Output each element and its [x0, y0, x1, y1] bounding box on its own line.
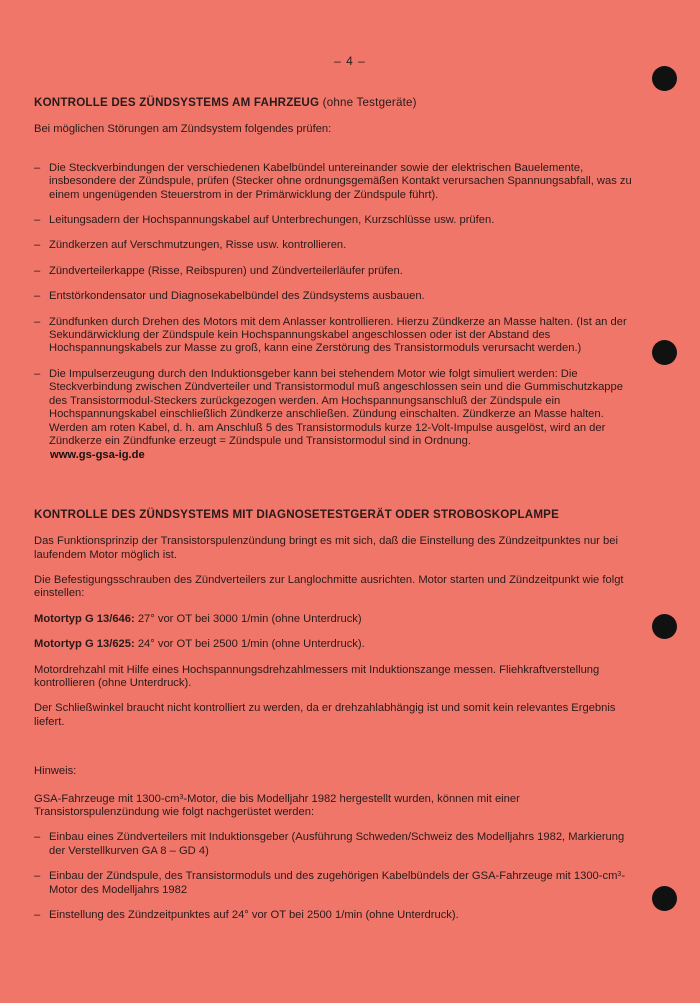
list-dash: –	[34, 315, 41, 328]
list-dash: –	[34, 239, 41, 252]
punch-hole-2	[652, 340, 677, 365]
list-item	[34, 368, 640, 448]
list-dash: –	[34, 870, 41, 883]
list-item-text: Die Steckverbindungen der verschiedenen Kabelbündel untereinander sowie der elektrischen Bauelemente, insbesondere der Zündspule, prüfen (Stecker ohne ordnungsgemäßen Kontakt verursachen Spannungsabfall, was zu einem ungenügenden Steuerstrom in der Primärwicklung der Zündspule führt).	[49, 161, 632, 201]
section1-heading	[34, 96, 640, 109]
section2-paragraph-4: Der Schließwinkel braucht nicht kontrolliert zu werden, da er drehzahlabhängig ist und somit kein relevantes Ergebnis liefert.	[34, 702, 616, 728]
punch-hole-4	[652, 886, 677, 911]
list-item	[34, 870, 640, 897]
list-item-text: Die Impulserzeugung durch den Induktionsgeber kann bei stehendem Motor wie folgt simuliert werden: Die Steckverbindung zwischen Zündverteiler und Transistormodul muß angeschlossen sein und die Gummischutzkappe des Transistormodul-Steckers zurückgezogen werden. Am Hochspannungsanschluß der Zündspule ein Hochspannungskabel einschließlich Zündkerze anschließen. Zündung einschalten. Zündkerze an Masse halten. Werden am roten Kabel, d. h. am Anschluß 5 des Transistormoduls kurze 12-Volt-Impulse ausgelöst, wird an der Zündkerze ein Zündfunke erzeugt = Zündspule und Transistormodul sind in Ordnung.	[49, 367, 623, 447]
item2-sup: 3	[617, 871, 622, 879]
punch-hole-1	[652, 66, 677, 91]
motor-spec-1	[34, 613, 640, 626]
page-number: – 4 –	[334, 54, 366, 68]
hinweis-sup: 3	[179, 793, 184, 801]
motor-spec-2-value: 24° vor OT bei 2500 1/min (ohne Unterdruck).	[137, 638, 365, 651]
list-dash: –	[34, 909, 41, 922]
hinweis-label: Hinweis:	[34, 765, 77, 778]
list-dash: –	[34, 161, 41, 174]
list-item-text: Leitungsadern der Hochspannungskabel auf Unterbrechungen, Kurzschlüsse usw. prüfen.	[49, 214, 495, 227]
list-item	[34, 162, 640, 202]
list-item-text: Entstörkondensator und Diagnosekabelbündel des Zündsystems ausbauen.	[49, 290, 425, 303]
section1-heading-text: KONTROLLE DES ZÜNDSYSTEMS AM FAHRZEUG	[34, 96, 320, 109]
document-body	[34, 96, 640, 922]
list-item-text: Zündverteilerkappe (Risse, Reibspuren) und Zündverteilerläufer prüfen.	[49, 264, 403, 277]
section2-heading: KONTROLLE DES ZÜNDSYSTEMS MIT DIAGNOSETESTGERÄT ODER STROBOSKOPLAMPE	[34, 507, 560, 521]
hinweis-text-a: GSA-Fahrzeuge mit 1300-cm	[34, 792, 180, 805]
item2-text-a: Einbau der Zündspule, des Transistormoduls und des zugehörigen Kabelbündels der GSA-Fahrzeuge mit 1300-cm	[49, 870, 618, 883]
list-item-text: Einbau eines Zündverteilers mit Induktionsgeber (Ausführung Schweden/Schweiz des Modelljahrs 1982, Markierung der Verstellkurven GA 8 – GD 4)	[49, 831, 625, 857]
list-dash: –	[34, 214, 41, 227]
list-item	[34, 239, 640, 252]
section1-intro: Bei möglichen Störungen am Zündsystem folgendes prüfen:	[34, 123, 332, 136]
hinweis-text-b: -Motor, die bis Modelljahr 1982 hergestellt wurden, können mit einer Transistorspulenzündung wie folgt nachgerüstet werden:	[34, 792, 520, 818]
list-item	[34, 265, 640, 278]
hinweis-paragraph	[34, 793, 640, 820]
section1-heading-sub: (ohne Testgeräte)	[322, 96, 417, 109]
section2-paragraph-2: Die Befestigungsschrauben des Zündverteilers zur Langlochmitte ausrichten. Motor starten und Zündzeitpunkt wie folgt einstellen:	[34, 573, 624, 600]
list-item	[34, 316, 640, 356]
list-item	[34, 290, 640, 303]
list-dash: –	[34, 831, 41, 844]
list-item	[34, 831, 640, 858]
list-item-text: Einstellung des Zündzeitpunktes auf 24° vor OT bei 2500 1/min (ohne Unterdruck).	[49, 909, 459, 922]
list-dash: –	[34, 290, 41, 303]
list-item-text: Zündkerzen auf Verschmutzungen, Risse usw. kontrollieren.	[49, 239, 347, 252]
list-item-text: Zündfunken durch Drehen des Motors mit dem Anlasser kontrollieren. Hierzu Zündkerze an Masse halten. (Ist an der Sekundärwicklung der Zündspule kein Hochspannungskabel angeschlossen oder ist der Abstand des Hochspannungskabels zur Masse zu groß, kann eine Zerstörung des Transistormoduls verursacht werden.)	[49, 315, 627, 355]
motor-spec-2	[34, 638, 640, 651]
motor-spec-2-label: Motortyp G 13/625:	[34, 638, 135, 651]
motor-spec-1-label: Motortyp G 13/646:	[34, 612, 135, 625]
list-item	[34, 214, 640, 227]
list-item	[34, 909, 640, 922]
list-dash: –	[34, 264, 41, 277]
website-url: www.gs-gsa-ig.de	[50, 449, 145, 462]
punch-hole-3	[652, 614, 677, 639]
section2-paragraph-1: Das Funktionsprinzip der Transistorspulenzündung bringt es mit sich, daß die Einstellung des Zündzeitpunktes nur bei laufendem Motor möglich ist.	[34, 535, 618, 561]
item2-text-b: -Motor des Modelljahrs 1982	[49, 870, 626, 896]
list-dash: –	[34, 367, 41, 380]
section2-paragraph-3: Motordrehzahl mit Hilfe eines Hochspannungsdrehzahlmessers mit Induktionszange messen. Fliehkraftverstellung kontrollieren (ohne Unterdruck).	[34, 663, 600, 689]
motor-spec-1-value: 27° vor OT bei 3000 1/min (ohne Unterdruck)	[137, 612, 362, 625]
list-item-text	[49, 870, 625, 895]
